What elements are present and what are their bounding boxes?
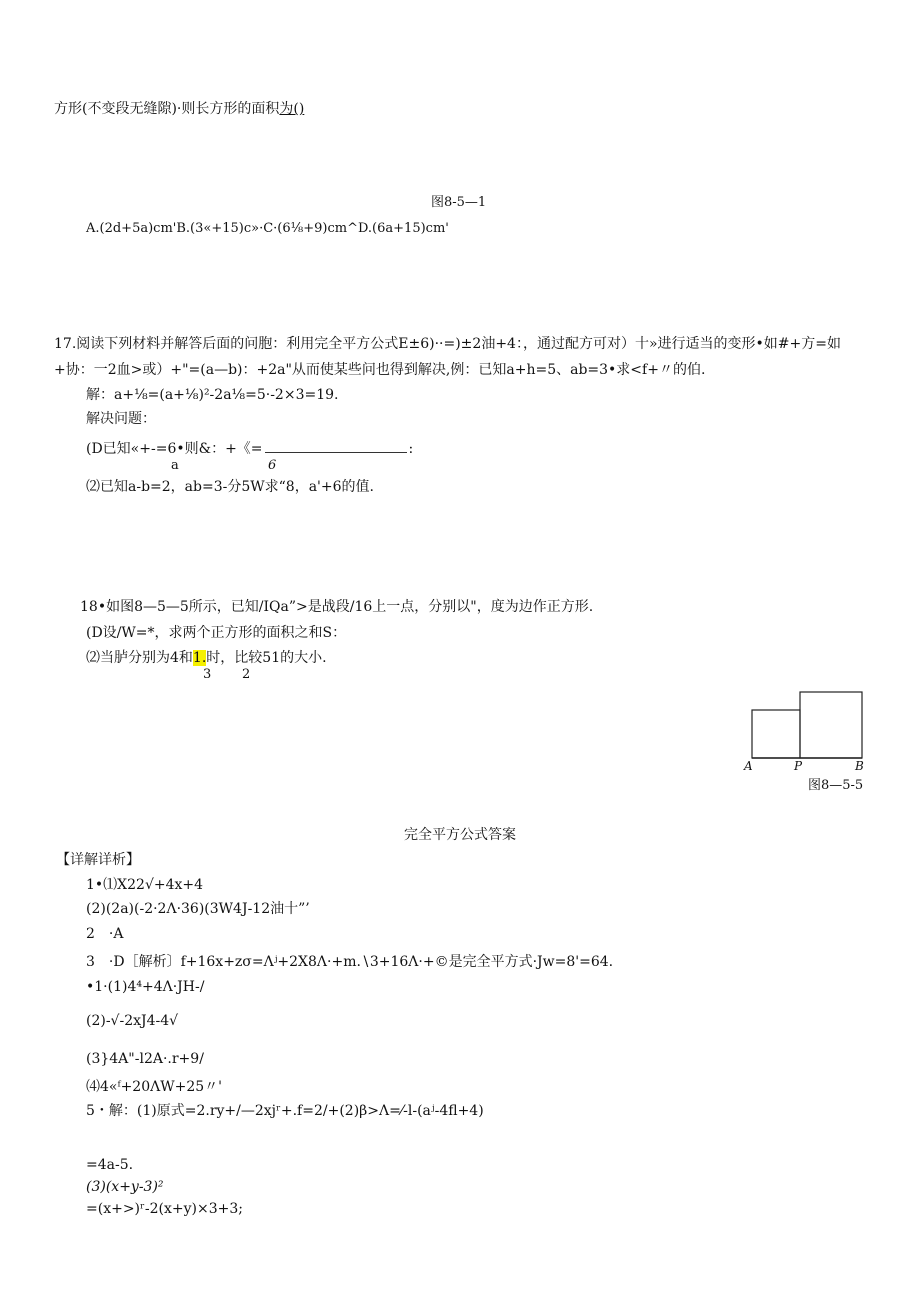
point-label-a: A	[744, 759, 753, 773]
q17-part2: ⑵已知a-b=2，ab=3-分5W求“8，a'+6的值.	[86, 479, 374, 495]
answer-line: 2 ·A	[86, 926, 124, 942]
figure-label: 图8-5—1	[431, 195, 487, 210]
q18-part2	[86, 649, 327, 667]
fraction-denominator-2: 2	[242, 667, 251, 682]
q17-task-heading: 解决问题：	[86, 411, 156, 427]
highlighted-text: 1.	[192, 650, 207, 666]
q17-line1: 17.阅读下列材料并解答后面的问胞：利用完全平方公式E±6)··=)±2油+4：，通过配方可对）十»进行适当的变形•如#+方=如	[54, 336, 841, 352]
answer-line: 1•⑴X22√+4x+4	[86, 877, 204, 893]
answer-line: =4a-5.	[86, 1157, 134, 1173]
q17-part1-text: (D已知«+-=6•则&：+《=	[86, 441, 263, 457]
point-label-p: P	[794, 759, 803, 773]
figure-caption: 图8—5-5	[808, 778, 864, 793]
q17-example-solution: 解：a+⅛=(a+⅛)²-2a⅛=5·-2×3=19.	[86, 387, 339, 403]
answer-line: =(x+>)ʳ-2(x+y)×3+3;	[86, 1201, 243, 1217]
answer-line: (2)(2a)(-2·2Λ·36)(3W4J-12油十”’	[86, 901, 310, 917]
answer-options: A.(2d+5a)cm'B.(3«+15)c»·C·(6⅛+9)cm^D.(6a+15)cm'	[86, 221, 449, 236]
answer-line: ⑷4«ᶠ+20ΛW+25〃'	[86, 1079, 223, 1095]
fraction-denominator-3: 3	[203, 667, 212, 682]
answers-header: 【详解详析】	[56, 852, 140, 868]
q18-line1: 18•如图8—5—5所示，已知/IQa”>是战段/16上一点，分别以"，度为边作正方形.	[80, 599, 594, 615]
point-label-b: B	[855, 759, 864, 773]
answer-line: (2)-√-2xJ4-4√	[86, 1013, 179, 1029]
answer-line: (3)(x+y-3)²	[86, 1179, 164, 1195]
answer-blank: 为()	[279, 101, 305, 117]
answer-line: •1·(1)4⁴+4Λ·JH-/	[86, 979, 205, 995]
q18-part1: (D设/W=*，求两个正方形的面积之和S：	[86, 625, 347, 641]
two-squares-figure	[744, 688, 874, 768]
fraction-denominator-6: 6	[268, 458, 277, 473]
question-text: 方形(不变段无缝隙)·则长方形的面积	[54, 101, 280, 117]
fill-blank	[265, 438, 407, 453]
q18-part2-post: 时，比较51的大小.	[206, 650, 327, 666]
question-fragment	[54, 100, 304, 118]
answer-line: 5・解：(1)原式=2.ry+/—2xjʳ+.f=2/+(2)β>Λ=⁄-l-(aʲ-4fl+4)	[86, 1103, 484, 1119]
answers-title: 完全平方公式答案	[404, 827, 516, 843]
q17-part1	[86, 438, 413, 458]
q18-part2-pre: ⑵当胪分别为4和	[86, 650, 193, 666]
fraction-denominator-a: a	[171, 458, 179, 473]
answer-line: (3}4A"-l2A·.r+9/	[86, 1051, 204, 1067]
q17-line2: +协：一2血>或）+"=(a—b)：+2a"从而使某些问也得到解决,例：已知a+h=5、ab=3•求<f+〃的伯.	[54, 362, 706, 378]
large-square	[800, 692, 862, 758]
small-square	[752, 710, 800, 758]
answer-line: 3 ·D［解析〕f+16x+zσ=Λʲ+2X8Λ·+m.∖3+16Λ·+©是完全平方式·Jw=8'=64.	[86, 954, 614, 970]
q17-part1-end: :	[408, 441, 414, 457]
